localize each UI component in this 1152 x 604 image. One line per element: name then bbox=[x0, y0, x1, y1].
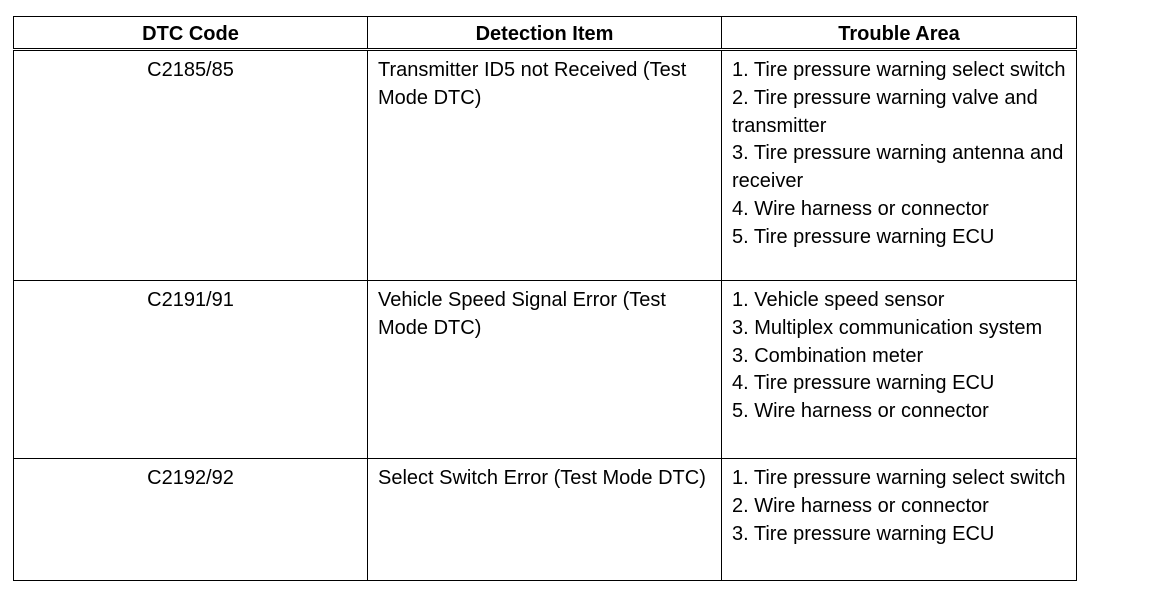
trouble-area-item: 3. Multiplex communication system bbox=[732, 316, 1043, 339]
dtc-code-cell: C2191/91 bbox=[14, 281, 368, 459]
trouble-area-item: 2. Tire pressure warning valve and transmitter bbox=[732, 86, 1038, 137]
detection-item-cell: Transmitter ID5 not Received (Test Mode DTC) bbox=[368, 50, 722, 281]
table-row bbox=[14, 459, 1077, 581]
trouble-area-item: 5. Wire harness or connector bbox=[732, 400, 989, 423]
trouble-area-item: 3. Combination meter bbox=[732, 344, 924, 367]
trouble-area-item: 3. Tire pressure warning ECU bbox=[732, 522, 995, 545]
trouble-area-cell bbox=[722, 50, 1077, 281]
table-row bbox=[14, 50, 1077, 281]
trouble-area-item: 2. Wire harness or connector bbox=[732, 494, 989, 517]
dtc-code-cell: C2192/92 bbox=[14, 459, 368, 581]
header-dtc-code: DTC Code bbox=[14, 17, 368, 50]
trouble-area-item: 3. Tire pressure warning antenna and receiver bbox=[732, 142, 1064, 193]
header-row bbox=[14, 17, 1077, 50]
trouble-area-item: 1. Vehicle speed sensor bbox=[732, 289, 945, 311]
detection-item-cell: Vehicle Speed Signal Error (Test Mode DTC) bbox=[368, 281, 722, 459]
trouble-area-cell bbox=[722, 459, 1077, 581]
header-trouble-area: Trouble Area bbox=[722, 17, 1077, 50]
trouble-area-item: 4. Wire harness or connector bbox=[732, 197, 989, 220]
table-row bbox=[14, 281, 1077, 459]
table-body bbox=[14, 50, 1077, 581]
trouble-area-item: 5. Tire pressure warning ECU bbox=[732, 225, 995, 248]
trouble-area-item: 4. Tire pressure warning ECU bbox=[732, 372, 995, 395]
detection-item-cell: Select Switch Error (Test Mode DTC) bbox=[368, 459, 722, 581]
trouble-area-item: 1. Tire pressure warning select switch bbox=[732, 467, 1066, 489]
header-detection-item: Detection Item bbox=[368, 17, 722, 50]
dtc-code-cell: C2185/85 bbox=[14, 50, 368, 281]
table-header bbox=[14, 17, 1077, 50]
trouble-area-cell bbox=[722, 281, 1077, 459]
dtc-table bbox=[13, 16, 1077, 581]
trouble-area-item: 1. Tire pressure warning select switch bbox=[732, 59, 1066, 81]
